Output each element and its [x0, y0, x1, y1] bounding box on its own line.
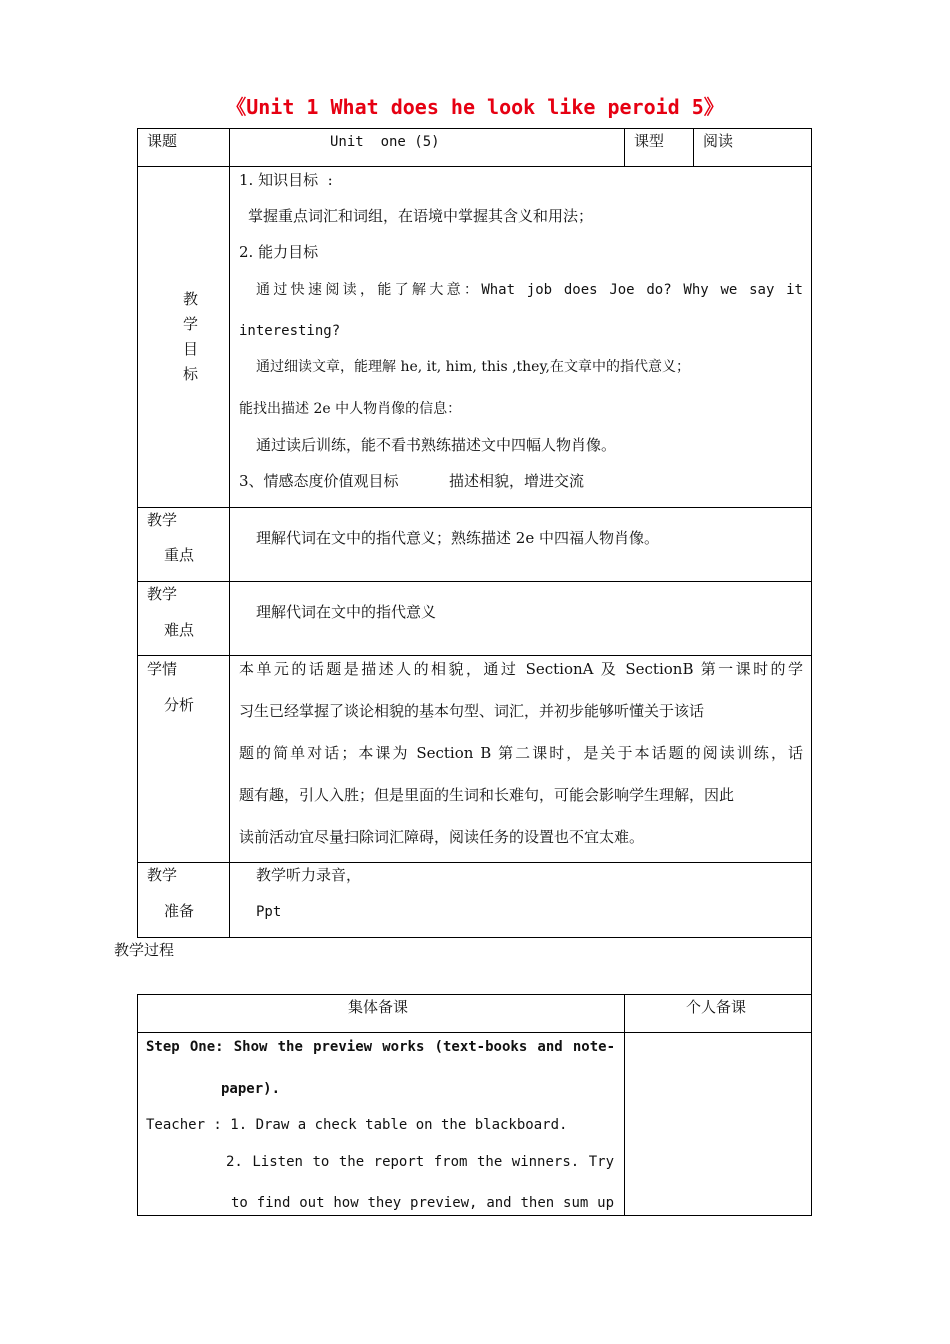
table-rule: [137, 655, 812, 656]
preparation-label: 教学: [147, 866, 178, 884]
analysis-text-line: 题有趣，引人入胜；但是里面的生词和长难句，可能会影响学生理解，因此: [239, 786, 735, 804]
table-rule: [811, 128, 812, 1216]
goals-label-char: 学: [183, 315, 199, 333]
teacher-step-1: Teacher : 1. Draw a check table on the blackboard.: [146, 1117, 568, 1133]
table-rule: [624, 994, 625, 1216]
table-rule: [137, 1032, 812, 1033]
table-rule: [137, 994, 812, 995]
preparation-item: 教学听力录音，: [256, 866, 362, 884]
goals-ability-text-1-cont: interesting?: [239, 323, 341, 339]
key-points-label: 教学: [147, 511, 178, 529]
goals-ability-heading: 2. 能力目标: [239, 243, 319, 261]
table-rule: [137, 128, 138, 937]
table-rule: [137, 862, 812, 863]
analysis-label: 学情: [147, 660, 178, 678]
goals-ability-text-2: 通过细读文章，能理解 he, it, him, this ,they,在文章中的指代意义；: [256, 359, 690, 375]
analysis-text-line: 本单元的话题是描述人的相貌，通过 SectionA 及 SectionB 第一课时的学: [239, 660, 803, 678]
document-title: 《Unit 1 What does he look like peroid 5》: [226, 95, 724, 119]
table-rule: [137, 1215, 812, 1216]
table-rule: [137, 994, 138, 1216]
step-one-heading: Step One: Show the preview works (text-books and note-: [146, 1039, 615, 1055]
personal-prep-header: 个人备课: [686, 998, 747, 1016]
key-points-label: 重点: [164, 546, 195, 564]
collective-prep-header: 集体备课: [348, 998, 409, 1016]
analysis-text-line: 习生已经掌握了谈论相貌的基本句型、词汇，并初步能够听懂关于该话: [239, 702, 705, 720]
goals-attitude-heading: 3、情感态度价值观目标: [239, 472, 399, 490]
table-rule: [137, 507, 812, 508]
type-label: 课型: [634, 132, 665, 150]
teacher-step-2: 2. Listen to the report from the winners. Try: [226, 1154, 614, 1170]
topic-label: 课题: [147, 132, 178, 150]
analysis-text-line: 题的简单对话；本课为 Section B 第二课时，是关于本话题的阅读训练，话: [239, 744, 803, 762]
preparation-item: Ppt: [256, 904, 282, 920]
analysis-text-line: 读前活动宜尽量扫除词汇障碍，阅读任务的设置也不宜太难。: [239, 828, 645, 846]
difficulties-label: 教学: [147, 585, 178, 603]
table-rule: [229, 128, 230, 937]
difficulties-label: 难点: [164, 621, 195, 639]
goals-label-char: 标: [183, 365, 199, 383]
goals-ability-text-1: 通过快速阅读，能了解大意：What job does Joe do? Why we say it: [256, 282, 803, 298]
goals-knowledge-heading: 1. 知识目标 :: [239, 171, 333, 189]
goals-label-char: 教: [183, 290, 199, 308]
goals-ability-text-3: 能找出描述 2e 中人物肖像的信息：: [239, 401, 462, 417]
goals-knowledge-text: 掌握重点词汇和词组，在语境中掌握其含义和用法；: [248, 207, 594, 225]
teacher-step-2-cont: to find out how they preview, and then sum up: [231, 1195, 614, 1211]
process-label: 教学过程: [114, 941, 175, 959]
type-value: 阅读: [703, 132, 734, 150]
preparation-label: 准备: [164, 902, 195, 920]
table-rule: [693, 128, 694, 167]
topic-value: Unit one (5): [330, 134, 440, 150]
key-points-text: 理解代词在文中的指代意义；熟练描述 2e 中四福人物肖像。: [256, 529, 659, 547]
table-rule: [137, 128, 812, 129]
difficulties-text: 理解代词在文中的指代意义: [256, 603, 437, 621]
goals-ability-text-4: 通过读后训练，能不看书熟练描述文中四幅人物肖像。: [256, 436, 617, 454]
table-rule: [137, 166, 812, 167]
goals-attitude-text: 描述相貌，增进交流: [449, 472, 585, 490]
step-one-heading-cont: paper).: [221, 1081, 281, 1097]
analysis-label: 分析: [164, 696, 195, 714]
table-rule: [137, 581, 812, 582]
table-rule: [137, 937, 812, 938]
table-rule: [624, 128, 625, 167]
goals-label-char: 目: [183, 340, 199, 358]
